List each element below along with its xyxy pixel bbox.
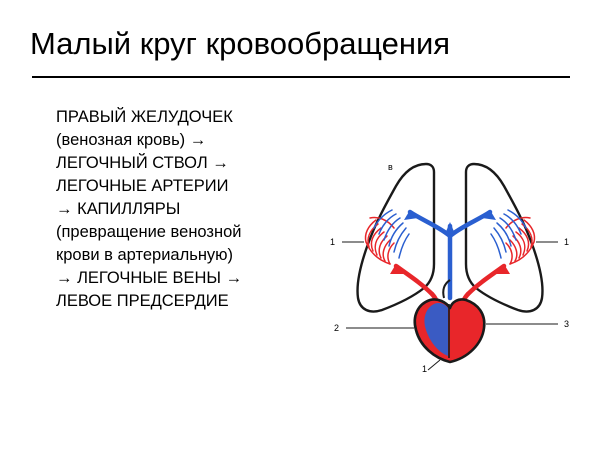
body-line: ЛЕГОЧНЫЙ СТВОЛ → xyxy=(56,154,229,172)
body-line: крови в артериальную) xyxy=(56,246,234,264)
diagram-label-left-mid: 1 xyxy=(330,237,336,247)
pulmonary-circulation-diagram xyxy=(318,148,582,373)
page-title: Малый круг кровообращения xyxy=(30,26,451,61)
body-line: ЛЕГОЧНЫЕ АРТЕРИИ xyxy=(56,177,229,195)
diagram-label-bottom-center: 1 xyxy=(422,364,428,373)
body-line: (превращение венозной xyxy=(56,223,242,241)
body-line: → ЛЕГОЧНЫЕ ВЕНЫ → xyxy=(56,269,243,287)
diagram-label-top-left: в xyxy=(388,162,393,172)
body-line: ЛЕВОЕ ПРЕДСЕРДИЕ xyxy=(56,292,229,310)
body-line: (венозная кровь) → xyxy=(56,131,207,149)
body-line: ПРАВЫЙ ЖЕЛУДОЧЕК xyxy=(56,108,233,126)
title-divider xyxy=(32,76,570,78)
arrow-blue-center xyxy=(445,222,455,234)
diagram-label-right-mid: 1 xyxy=(564,237,570,247)
body-text xyxy=(56,106,311,313)
diagram-label-bottom-left: 2 xyxy=(334,323,340,333)
body-line: → КАПИЛЛЯРЫ xyxy=(56,200,181,218)
diagram-label-bottom-right: 3 xyxy=(564,319,570,329)
